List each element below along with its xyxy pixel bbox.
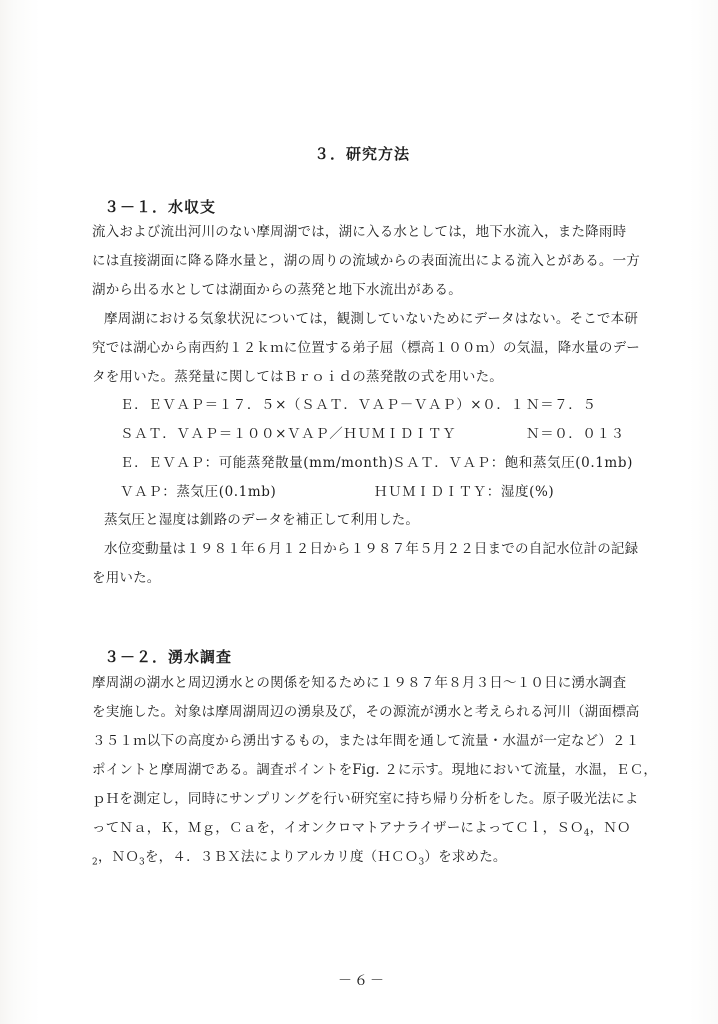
paragraph-line: を用いた。 [92,570,161,586]
definition-evap: Ｅ．ＥＶＡＰ：可能蒸発散量(mm/month) [120,455,394,471]
section-heading-water-balance: ３－１．水収支 [104,198,217,216]
definition-humidity: ＨＵＭＩＤＩＴＹ：湿度(%) [374,484,555,500]
equation-evap-n: Ｎ＝７．５ [526,397,597,413]
paragraph-line: ｐＨを測定し，同時にサンプリングを行い研究室に持ち帰り分析をした。原子吸光法によ [92,791,639,807]
paragraph-line: 蒸気圧と湿度は釧路のデータを補正して利用した。 [104,512,420,528]
paragraph-line: 摩周湖の湖水と周辺湧水との関係を知るために１９８７年８月３日～１０日に湧水調査 [92,675,627,691]
text-segment: ってＮａ，Ｋ，Ｍｇ，Ｃａを，イオンクロマトアナライザーによってＣｌ，ＳＯ [92,820,584,836]
text-segment: を，４．３ＢＸ法によりアルカリ度（ＨＣＯ [144,849,419,865]
subscript: 2 [92,857,98,868]
paragraph-line: ポイントと摩周湖である。調査ポイントをFig. ２に示す。現地において流量，水温，ＥＣ， [92,762,658,778]
subscript: 3 [418,857,425,868]
page-number: －６－ [338,973,386,989]
page-title: ３．研究方法 [314,145,411,163]
paragraph-line: 流入および流出河川のない摩周湖では，湖に入る水としては，地下水流入，また降雨時 [92,224,627,240]
paragraph-line: には直接湖面に降る降水量と，湖の周りの流域からの表面流出による流入とがある。一方 [92,253,640,269]
equation-sat-vap-n: Ｎ＝０．０１３ [526,426,625,442]
definition-sat-vap: ＳＡＴ．ＶＡＰ：飽和蒸気圧(0.1mb) [392,455,633,471]
paragraph-line: 水位変動量は１９８１年６月１２日から１９８７年５月２２日までの自記水位計の記録 [104,541,639,557]
paragraph-line: ３５１ｍ以下の高度から湧出するもの，または年間を通して流量・水温が一定など）２１ [92,733,640,749]
paragraph-line-ions [92,819,631,843]
text-segment: ，ＮＯ [97,849,140,865]
equation-sat-vap: ＳＡＴ．ＶＡＰ＝１００×ＶＡＰ／ＨＵＭＩＤＩＴＹ [120,426,457,442]
equation-evap: Ｅ．ＥＶＡＰ＝１７．５×（ＳＡＴ．ＶＡＰ－ＶＡＰ）×０．１ [120,397,525,413]
definition-vap: ＶＡＰ：蒸気圧(0.1mb) [120,484,277,500]
paragraph-line: 摩周湖における気象状況については，観測していないためにデータはない。そこで本研 [104,311,639,327]
paragraph-line: 究では湖心から南西約１２ｋｍに位置する弟子屈（標高１００ｍ）の気温，降水量のデー [92,340,640,356]
subscript: 3 [139,857,145,868]
paragraph-line: 湖から出る水としては湖面からの蒸発と地下水流出がある。 [92,282,462,298]
paragraph-line-alkalinity [92,848,507,872]
paragraph-line: を実施した。対象は摩周湖周辺の湧泉及び，その源流が湧水と考えられる河川（湖面標高 [92,704,640,720]
text-segment: ，ＮＯ [589,820,631,836]
text-segment: ）を求めた。 [424,849,507,865]
paragraph-line: タを用いた。蒸発量に関してはＢｒｏｉｄの蒸発散の式を用いた。 [92,369,503,385]
subscript: 4 [583,828,590,839]
section-heading-spring-survey: ３－２．湧水調査 [104,648,233,666]
